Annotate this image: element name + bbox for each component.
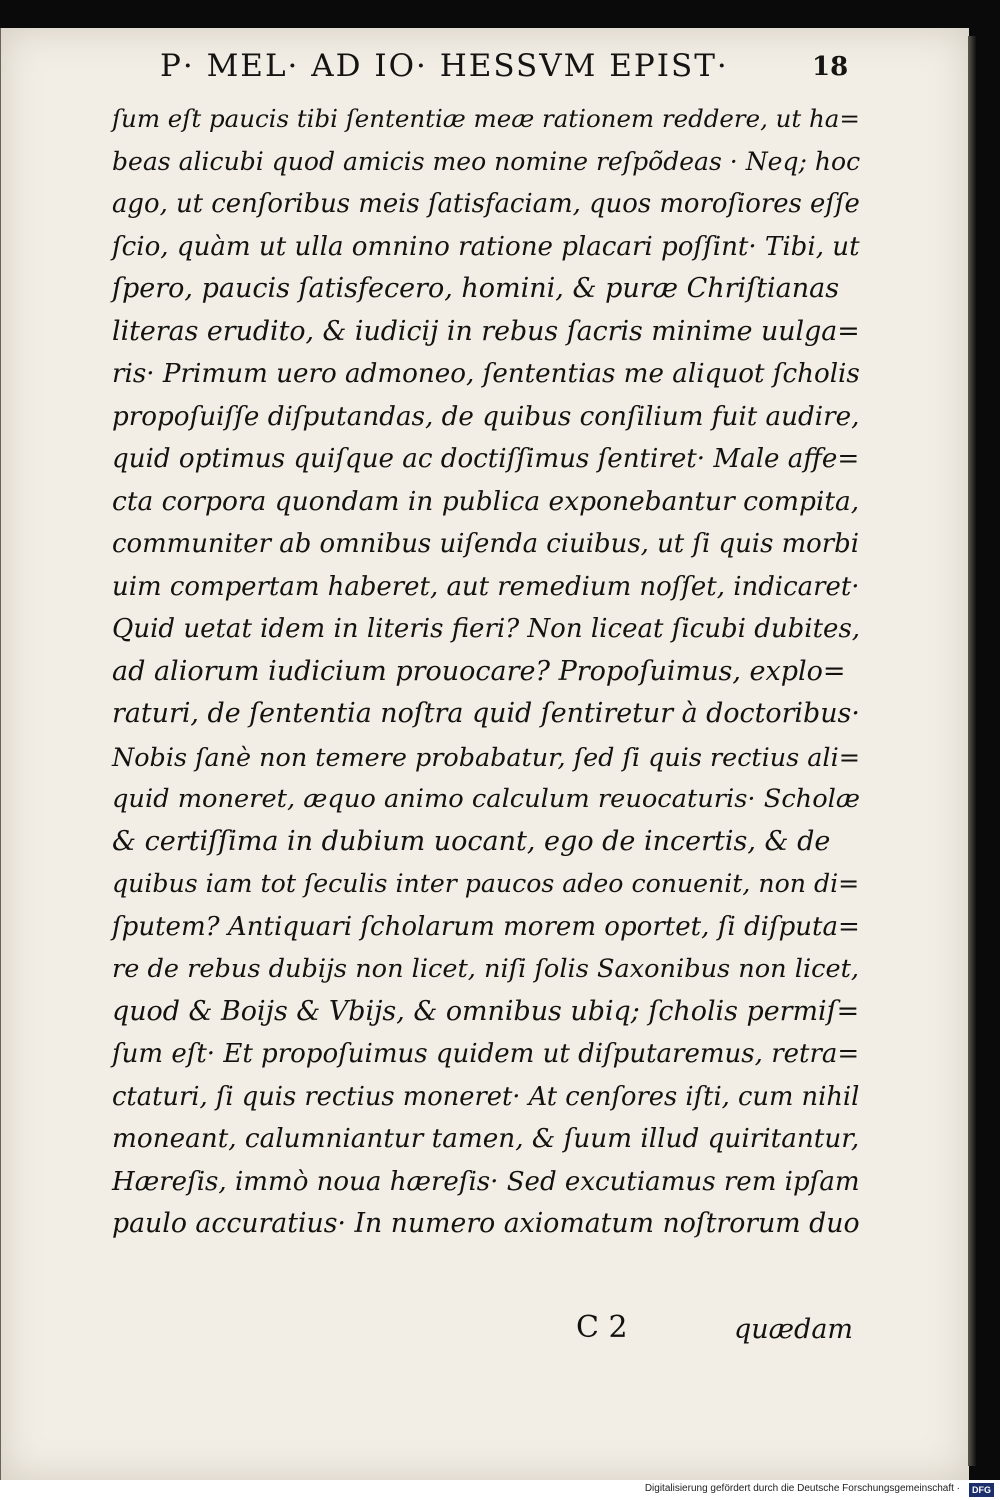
text-line: moneant, calumniantur tamen, & ſuum illud quiritantur, (112, 1124, 860, 1154)
text-line: propoſuiſſe diſputandas, de quibus conſilium fuit audire, (112, 401, 860, 432)
text-line: ſputem? Antiquari ſcholarum morem oportet, ſi diſputa= (112, 911, 860, 942)
text-line: ſpero, paucis ſatisfecero, homini, & puræ Chriſtianas (112, 273, 840, 304)
text-line: raturi, de ſententia noſtra quid ſentiretur à doctoribus· (112, 698, 860, 729)
text-line: Quid uetat idem in literis fieri? Non liceat ſicubi dubites, (112, 614, 861, 644)
text-line: ctaturi, ſi quis rectius moneret· At cenſores iſti, cum nihil (112, 1081, 860, 1112)
text-line: cta corpora quondam in publica exponebantur compita, (112, 485, 860, 517)
digitization-credit: Digitalisierung gefördert durch die Deutsche Forschungsgemeinschaft · (644, 1483, 960, 1494)
text-line: quibus iam tot ſeculis inter paucos adeo conuenit, non di= (112, 869, 860, 898)
text-line: ris· Primum uero admoneo, ſententias me aliquot ſcholis (112, 359, 860, 389)
page-edge-shadow (968, 36, 976, 1466)
body-text (112, 98, 860, 1246)
signature-mark: C 2 (576, 1310, 628, 1345)
text-line: quid optimus quiſque ac doctiſſimus ſentiret· Male affe= (112, 444, 860, 474)
catchword: quædam (734, 1314, 854, 1345)
text-line: re de rebus dubijs non licet, niſi ſolis Saxonibus non licet, (112, 954, 860, 984)
dfg-logo: DFG (969, 1483, 994, 1497)
page-number: 18 (812, 52, 849, 82)
text-line: beas alicubi quod amicis meo nomine reſpõdeas · Neq; hoc (112, 146, 861, 176)
text-line: Nobis ſanè non temere probabatur, ſed ſi quis rectius ali= (112, 741, 860, 772)
text-line: & certiſſima in dubium uocant, ego de incertis, & de (112, 825, 831, 857)
text-line: ſum eſt paucis tibi ſententiæ meæ rationem reddere, ut ha= (112, 104, 860, 133)
running-title: P· MEL· AD IO· HESSVM EPIST· (160, 48, 729, 84)
text-line: uim compertam haberet, aut remedium noſſet, indicaret· (112, 571, 860, 602)
text-line: ſcio, quàm ut ulla omnino ratione placari poſſint· Tibi, ut (112, 231, 860, 262)
text-line: ad aliorum iudicium prouocare? Propoſuimus, explo= (112, 655, 846, 687)
text-line: ſum eſt· Et propoſuimus quidem ut diſputaremus, retra= (112, 1039, 860, 1069)
text-line: literas erudito, & iudicij in rebus ſacris minime uulga= (112, 315, 860, 347)
text-line: paulo accuratius· In numero axiomatum noſtrorum duo (112, 1208, 860, 1239)
text-line: quid moneret, æquo animo calculum reuocaturis· Scholæ (112, 784, 860, 814)
text-line: quod & Boijs & Vbijs, & omnibus ubiq; ſcholis permiſ= (112, 995, 860, 1027)
text-line: communiter ab omnibus uiſenda ciuibus, ut ſi quis morbi (112, 529, 860, 559)
text-line: ago, ut cenſoribus meis ſatisfaciam, quos moroſiores eſſe (112, 189, 860, 219)
text-line: Hæreſis, immò noua hæreſis· Sed excutiamus rem ipſam (112, 1166, 860, 1197)
